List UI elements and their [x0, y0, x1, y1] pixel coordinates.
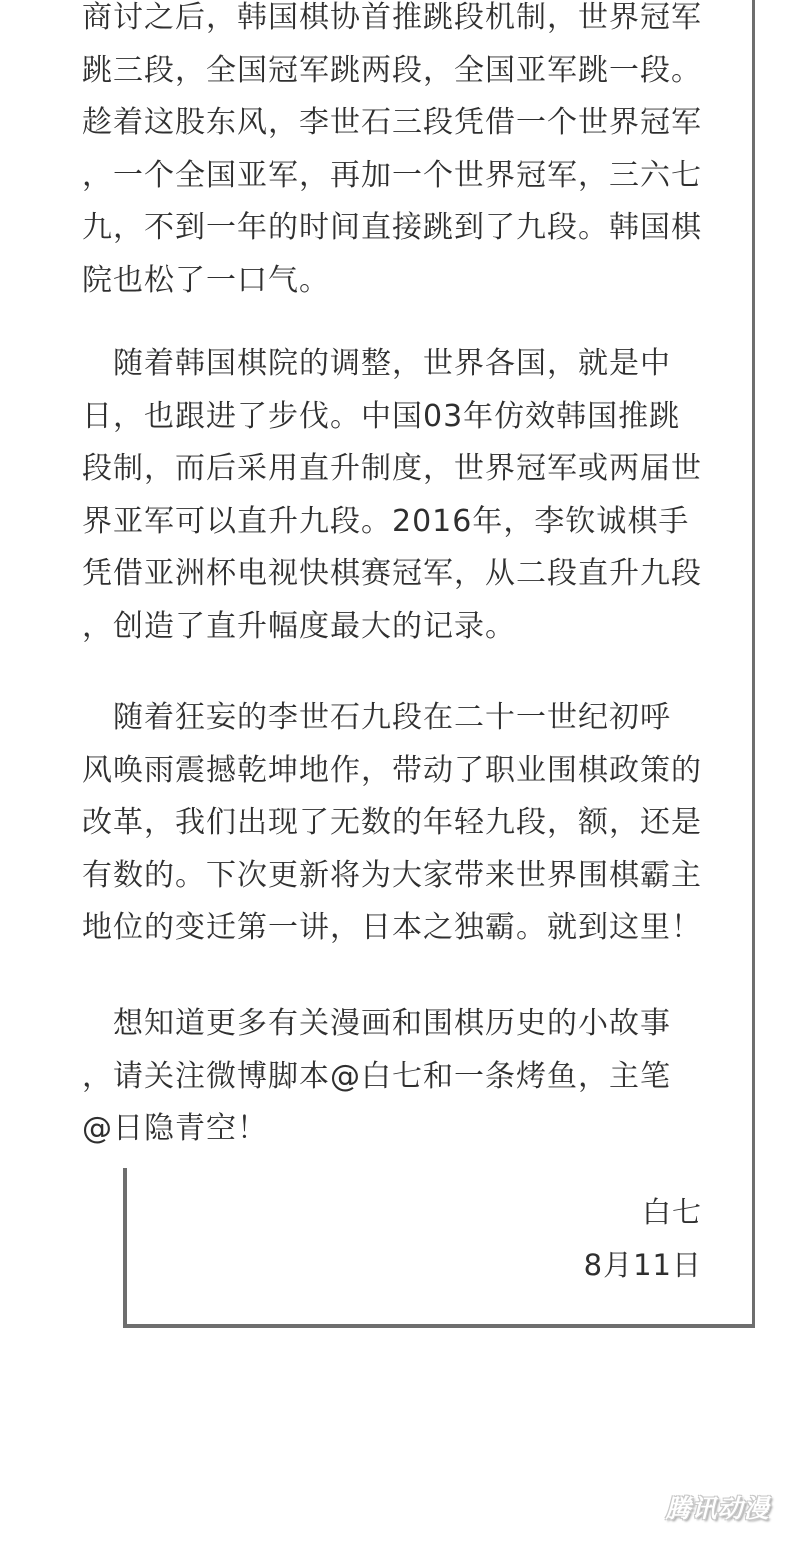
paragraph-line: @日隐青空！ — [82, 1111, 268, 1146]
paragraph-line: ，请关注微博脚本@白七和一条烤鱼，主笔 — [82, 1058, 671, 1094]
paragraph-1 — [82, 0, 722, 307]
paragraph-line: 想知道更多有关漫画和围棋历史的小故事 — [82, 1006, 671, 1041]
signature-frame-left — [123, 1168, 127, 1328]
paragraph-line: 日，也跟进了步伐。中国03年仿效韩国推跳 — [82, 398, 681, 434]
paragraph-line: 段制，而后采用直升制度，世界冠军或两届世 — [82, 451, 702, 486]
paragraph-line: 九，不到一年的时间直接跳到了九段。韩国棋 — [82, 210, 702, 245]
paragraph-line: 随着韩国棋院的调整，世界各国，就是中 — [82, 346, 671, 381]
paragraph-line: 地位的变迁第一讲，日本之独霸。就到这里！ — [82, 910, 702, 945]
paragraph-line: 趁着这股东风，李世石三段凭借一个世界冠军 — [82, 105, 702, 140]
signature-frame-bottom — [123, 1324, 755, 1328]
paragraph-line: 凭借亚洲杯电视快棋赛冠军，从二段直升九段 — [82, 556, 702, 591]
signature-date: 8月11日 — [583, 1248, 702, 1282]
paragraph-line: 风唤雨震撼乾坤地作，带动了职业围棋政策的 — [82, 752, 702, 788]
paragraph-line: 院也松了一口气。 — [82, 262, 330, 298]
paragraph-line: 改革，我们出现了无数的年轻九段，额，还是 — [82, 805, 702, 840]
paragraph-line: ，一个全国亚军，再加一个世界冠军，三六七 — [82, 157, 702, 193]
paragraph-line: 随着狂妄的李世石九段在二十一世纪初呼 — [82, 700, 671, 735]
signature-name: 白七 — [641, 1195, 702, 1229]
frame-line-right — [752, 0, 755, 1328]
paragraph-line: 跳三段，全国冠军跳两段，全国亚军跳一段。 — [82, 52, 702, 88]
paragraph-4 — [82, 998, 722, 1156]
paragraph-line: 有数的。下次更新将为大家带来世界围棋霸主 — [82, 857, 702, 893]
paragraph-line: 界亚军可以直升九段。2016年，李钦诚棋手 — [82, 503, 690, 539]
paragraph-2 — [82, 338, 722, 653]
paragraph-line: ，创造了直升幅度最大的记录。 — [82, 608, 516, 644]
paragraph-3 — [82, 692, 722, 955]
watermark-logo: 腾讯动漫 — [665, 1494, 770, 1523]
paragraph-line: 商讨之后，韩国棋协首推跳段机制，世界冠军 — [82, 0, 702, 35]
